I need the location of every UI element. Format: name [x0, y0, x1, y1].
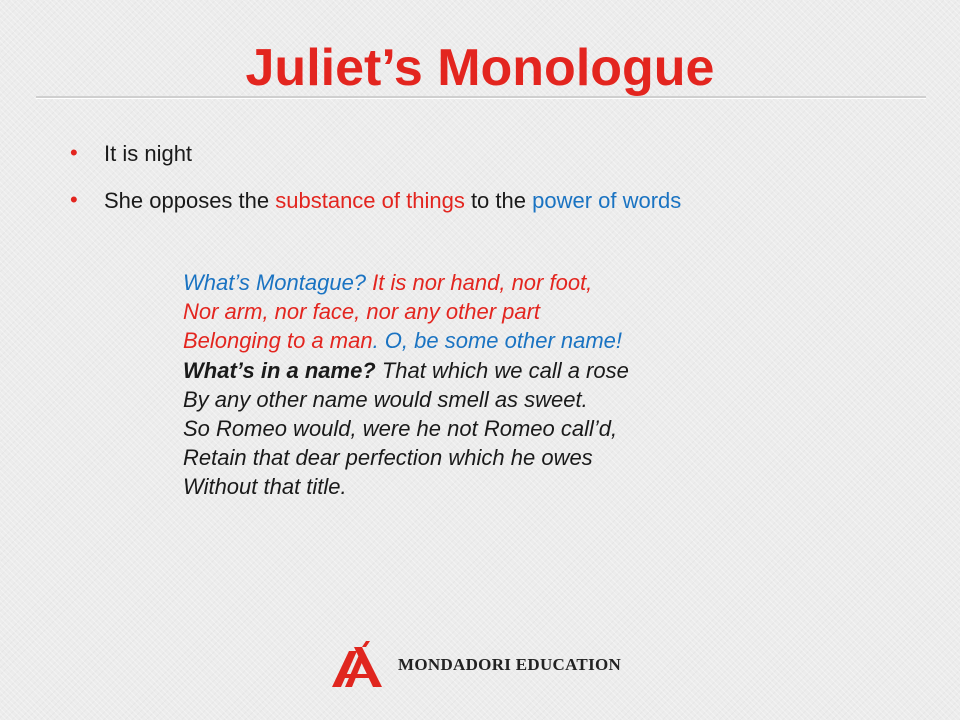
- poem-text: . O, be some other name!: [372, 328, 623, 354]
- title-divider: [36, 96, 926, 99]
- bullet-text: to the: [464, 188, 533, 213]
- poem-line: [183, 414, 629, 443]
- logo-text: MONDADORI EDUCATION: [398, 655, 622, 674]
- poem-text: It is nor hand, nor foot,: [366, 270, 593, 295]
- poem-text: Without that title.: [183, 474, 347, 500]
- bullet-list: [70, 140, 681, 234]
- bullet-dot-icon: •: [70, 187, 78, 212]
- poem-line: [183, 356, 629, 385]
- bullet-text: It is night: [104, 141, 193, 166]
- poem-text: So Romeo would, were he not Romeo call’d,: [183, 416, 618, 442]
- poem-line: [183, 268, 629, 297]
- poem-text: Nor arm, nor face, nor any other part: [183, 299, 541, 325]
- bullet-text: She opposes the: [104, 188, 276, 213]
- poem-question: What’s Montague?: [183, 270, 367, 295]
- monologue-quote: [183, 268, 629, 502]
- bullet-dot-icon: •: [70, 140, 78, 165]
- poem-line: [183, 472, 629, 501]
- poem-question: What’s in a name?: [183, 357, 376, 383]
- bullet-item: [70, 140, 681, 168]
- publisher-logo: [332, 641, 632, 687]
- bullet-item: [70, 187, 681, 215]
- slide-title: Juliet’s Monologue: [245, 39, 715, 97]
- poem-line: [183, 443, 629, 472]
- poem-line: [183, 385, 629, 414]
- mondadori-logo-icon: [332, 641, 394, 687]
- poem-text: Retain that dear perfection which he owes: [183, 445, 593, 471]
- poem-text: By any other name would smell as sweet.: [183, 386, 588, 412]
- poem-text: Belonging to a man: [183, 328, 373, 354]
- highlight-substance: substance of things: [275, 188, 465, 213]
- poem-line: [183, 297, 629, 326]
- highlight-words: power of words: [532, 188, 682, 213]
- poem-text: That which we call a rose: [375, 357, 629, 383]
- poem-line: [183, 326, 629, 355]
